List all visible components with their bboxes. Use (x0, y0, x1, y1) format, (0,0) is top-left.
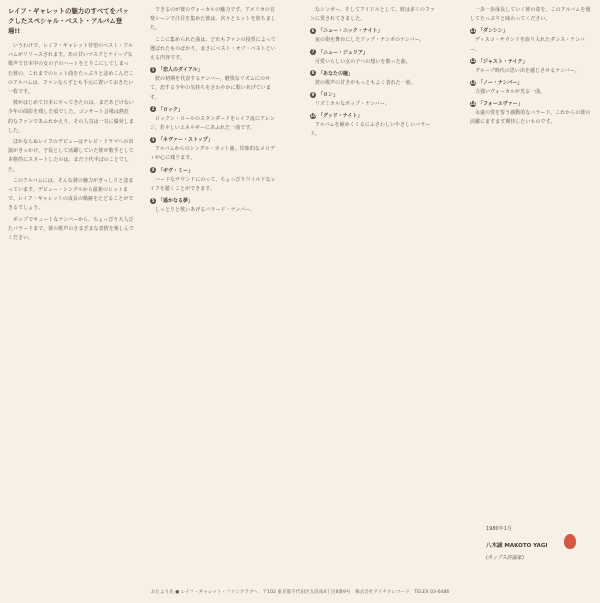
track-number: 3 (151, 136, 155, 142)
song-title: 「ニュー・ニック・ナイト」 (318, 28, 383, 35)
author-name: 八木誠 MAKOTO YAGI (486, 543, 548, 549)
song-title: 「恋人のダイアル」 (158, 67, 203, 74)
date: 1980年1月 (486, 526, 512, 532)
track-number: 9 (311, 91, 315, 97)
song-heading (310, 91, 436, 100)
track-number: 6 (311, 27, 315, 33)
song-description: 可愛いらしい女の子への想いを歌った曲。 (315, 58, 411, 65)
song-description: しっとりと歌いあげるバラード・ナンバー。 (155, 207, 256, 214)
song-description: 彼の初期を代表するナンバー。軽快なリズムにのせて、恋する少年の気持ちをさわやかに歌いあげています。 (150, 76, 271, 101)
body-paragraph: なシンガー、そしてアイドルとして、彼は多くのファンに愛されてきました。 (310, 7, 436, 23)
track-number: 12 (470, 58, 476, 64)
song-description: リズミカルなポップ・ナンバー。 (315, 101, 390, 108)
track-number: 8 (311, 70, 315, 76)
song-description: 彼の歌声の甘さがもっともよく表れた一曲。 (315, 79, 416, 86)
song-description: アルバムを締めくくるにふさわしいやさしいバラード。 (310, 122, 431, 138)
track-number: 4 (151, 167, 155, 173)
song-heading (310, 49, 436, 58)
column-2 (150, 6, 276, 578)
song-description: グループ時代の思い出を感じさせるナンバー。 (475, 67, 580, 74)
song-title: 「ギヴ・ミー」 (158, 167, 194, 174)
track-number: 10 (310, 112, 316, 118)
song-heading (150, 66, 276, 75)
song-heading (470, 100, 592, 109)
song-title: 「ロック」 (158, 106, 183, 113)
track-number: 5 (151, 197, 155, 203)
song-heading (470, 58, 592, 67)
song-heading (310, 27, 436, 36)
song-heading (150, 106, 276, 115)
song-title: 「遥かなる夢」 (158, 198, 194, 205)
song-description: ディスコ・サウンドを取り入れたダンス・ナンバー。 (470, 37, 585, 53)
song-title: 「ノー・ナンバー」 (478, 80, 523, 87)
body-paragraph: 一歩一歩成長していく彼の姿を、このアルバムを通してたっぷりと味わってください。 (470, 7, 591, 23)
body-paragraph: ポップでキュートなナンバーから、ちょっぴり大人びたバラードまで、彼の歌声のさまざまな表情を楽しんでください。 (8, 216, 134, 242)
track-number: 14 (470, 100, 476, 106)
song-title: 「ダンシン」 (478, 28, 508, 35)
body-paragraph: いうわけで、レイフ・ギャレット待望のベスト・アルバムがリリースされます。あの甘いマスクとナイーブな歌声で日本中の女の子のハートをとりこにしてしまった彼の、これまでのヒット曲をたっぷりと詰めこんだこのアルバムは、ファンならずとも手元に置いておきたい一枚です。 (8, 43, 134, 96)
song-heading (310, 70, 436, 79)
column-1 (8, 6, 134, 578)
track-number: 13 (470, 79, 476, 85)
song-title: 「あなたの瞳」 (318, 70, 354, 77)
song-heading (150, 167, 276, 176)
song-title: 「ネヴァー・ストップ」 (158, 137, 213, 144)
song-title: 「ジャスト・テイク」 (478, 58, 528, 65)
song-description: 永遠の愛を誓う感動的なバラード。これからの彼の活躍にますます期待したいものです。 (470, 110, 591, 126)
song-description: ロックン・ロールのスタンダードをレイフ流にアレンジ。若々しいエネルギーにあふれた一曲です。 (150, 115, 275, 132)
song-heading (470, 79, 592, 88)
song-heading (470, 27, 592, 36)
body-paragraph: ほかならぬレイフのデビューはテレビ・ドラマへの出演がきっかけ。子役として活躍していた彼が歌手として本格的にスタートしたのは、まだ十代半ばのことでした。 (8, 139, 134, 173)
body-paragraph: 彼がはじめて日本にやってきたのは、まだあどけない少年の面影を残した頃でした。コンサート会場は熱狂的なファンであふれかえり、その人気は一気に爆発しました。 (8, 100, 134, 134)
author-note: (ポップス評論家) (486, 555, 524, 561)
song-description: 力強いヴォーカルが光る一曲。 (475, 89, 546, 96)
track-number: 1 (151, 66, 155, 72)
song-title: 「グッド・ナイト」 (318, 113, 363, 120)
track-number: 7 (311, 49, 315, 55)
footer-address: おたより先 ● レイフ・ギャレット・ファンクラブへ 〒102 東京都千代田区九段南4丁目8番9号 株式会社テイチクレコード TELEX 03-6486 (150, 590, 450, 595)
column-4 (470, 6, 592, 521)
track-number: 11 (470, 27, 476, 33)
page-title: レイフ・ギャレットの魅力のすべてをパックしたスペシャル・ベスト・アルバム登場!! (8, 7, 129, 35)
song-description: ハードなサウンドにのって、ちょっぴりワイルドなレイフを聴くことができます。 (150, 176, 276, 192)
song-description: アルバムからのシングル・カット曲。印象的なメロディが心に残ります。 (150, 146, 276, 162)
body-paragraph: できるのが彼のヴォーカルの魅力です。アメリカの音楽シーンで注目を集めた彼は、次々とヒットを放ちました。 (150, 7, 276, 32)
column-3 (310, 6, 436, 578)
song-title: 「フォーエヴァー」 (478, 101, 523, 108)
song-heading (150, 197, 276, 206)
song-title: 「ロン」 (318, 92, 339, 99)
song-description: 夜の街を舞台にしたアップ・テンポのナンバー。 (315, 37, 425, 44)
author-mark-icon (564, 534, 576, 549)
song-heading (150, 136, 276, 145)
song-heading (310, 112, 436, 121)
body-paragraph: ここに集められた曲は、どれもファンの投票によって選ばれたものばかり。まさにベスト・オブ・ベストといえる内容です。 (150, 36, 276, 62)
body-paragraph: このアルバムには、そんな彼の魅力がぎっしりと詰まっています。デビュー・シングルから最新のヒットまで、レイフ・ギャレットの成長の軌跡をたどることができるでしょう。 (8, 177, 134, 212)
song-title: 「ニュー・ジュリア」 (318, 49, 368, 56)
track-number: 2 (151, 106, 155, 112)
